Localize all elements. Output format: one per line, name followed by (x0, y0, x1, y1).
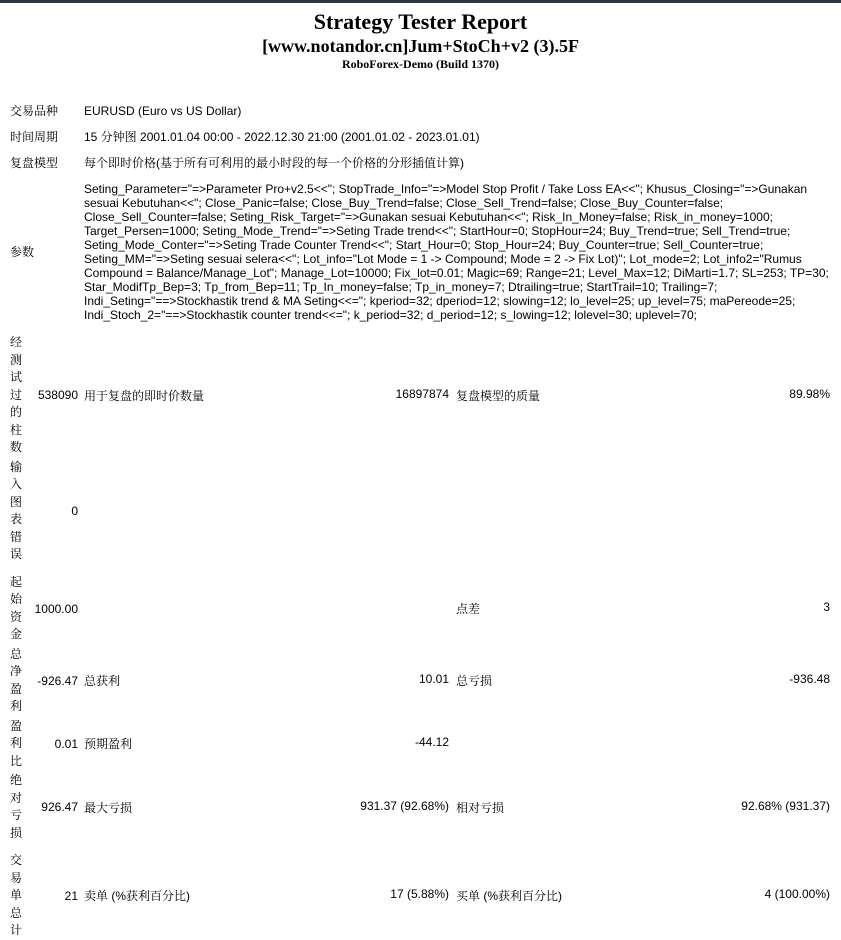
initial-deposit-value: 1000.00 (34, 601, 78, 616)
period-value: 15 分钟图 2001.01.04 00:00 - 2022.12.30 21:00 (2001.01.02 - 2023.01.01) (84, 130, 480, 144)
relative-drawdown-value: 92.68% (931.37) (741, 798, 830, 813)
parameters-label: 参数 (10, 244, 35, 259)
stat-row-profit-factor (0, 718, 841, 771)
gross-loss-label: 总亏损 (456, 674, 493, 688)
info-row-period (0, 130, 841, 145)
gross-profit-value: 10.01 (418, 672, 449, 686)
long-positions-value: 4 (100.00%) (764, 887, 830, 902)
profit-factor-label: 盈利比 (10, 718, 23, 768)
gross-loss-value: -936.48 (789, 672, 830, 686)
stat-row-absolute-drawdown (0, 772, 841, 842)
report-title: Strategy Tester Report (313, 9, 528, 34)
chart-errors-value: 0 (71, 504, 78, 518)
bars-tested-value: 538090 (37, 388, 78, 403)
report-server: RoboForex-Demo (Build 1370) (341, 57, 500, 71)
period-label: 时间周期 (10, 130, 59, 144)
maximal-drawdown-value: 931.37 (92.68%) (360, 798, 449, 813)
total-net-profit-value: -926.47 (37, 673, 78, 688)
info-row-parameters (0, 182, 841, 322)
ticks-modelled-value: 16897874 (395, 386, 449, 401)
stat-row-chart-errors (0, 459, 841, 564)
info-row-model (0, 156, 841, 171)
symbol-value: EURUSD (Euro vs US Dollar) (84, 104, 242, 118)
window-top-edge (0, 0, 841, 3)
absolute-drawdown-label: 绝对亏损 (10, 773, 23, 840)
short-positions-label: 卖单 (%获利百分比) (84, 889, 190, 904)
expected-payoff-label: 预期盈利 (84, 737, 133, 752)
chart-errors-label: 输入图表错误 (10, 459, 23, 561)
gross-profit-label: 总获利 (84, 674, 121, 688)
initial-deposit-label: 起始资金 (10, 574, 23, 641)
expected-payoff-value: -44.12 (414, 735, 449, 750)
modelling-quality-label: 复盘模型的质量 (456, 388, 541, 403)
total-trades-label: 交易单总计 (10, 853, 23, 937)
model-value: 每个即时价格(基于所有可利用的最小时段的每一个价格的分形插值计算) (84, 156, 464, 170)
info-row-symbol (0, 104, 841, 119)
long-positions-label: 买单 (%获利百分比) (456, 889, 562, 904)
stat-row-bars-tested (0, 334, 841, 457)
symbol-label: 交易品种 (10, 104, 59, 118)
spread-value: 3 (823, 600, 830, 614)
short-positions-value: 17 (5.88%) (390, 887, 449, 902)
info-table (0, 104, 841, 322)
stat-row-total-trades (0, 852, 841, 940)
relative-drawdown-label: 相对亏损 (456, 800, 505, 815)
absolute-drawdown-value: 926.47 (41, 800, 78, 814)
spread-label: 点差 (456, 602, 481, 616)
report-header (0, 9, 841, 72)
model-label: 复盘模型 (10, 156, 59, 170)
modelling-quality-value: 89.98% (789, 386, 830, 401)
bars-tested-label: 经测试过的柱数 (10, 335, 23, 454)
maximal-drawdown-label: 最大亏损 (84, 800, 133, 815)
ticks-modelled-label: 用于复盘的即时价数量 (84, 388, 205, 403)
profit-factor-value: 0.01 (54, 736, 78, 751)
stat-row-initial-deposit (0, 574, 841, 644)
total-trades-value: 21 (64, 888, 78, 903)
total-net-profit-label: 总净盈利 (10, 646, 23, 713)
parameters-value: Seting_Parameter="=>Parameter Pro+v2.5<<"; StopTrade_Info="=>Model Stop Profit / Take Loss EA<<"; Khusus_Closing="=>Gunakan sesuai Kebutuhan<<"; Close_Panic=false; Close_Buy_Trend=false; Close_Sell_Trend=false; Close_Buy_Counter=false; Close_Sell_Counter=false; Seting_Risk_Target="=>Gunakan sesuai Kebutuhan<<"; Risk_In_Money=false; Risk_in_money=1000; Target_Persen=1000; Seting_Mode_Trend="=>Seting Trade trend<<"; StartHour=0; StopHour=24; Buy_Trend=true; Sell_Trend=true; Seting_Mode_Conter="=>Seting Trade Counter Trend<<"; Start_Hour=0; Stop_Hour=24; Buy_Counter=true; Sell_Counter=true; Seting_MM="=>Seting sesuai selera<<"; Lot_info="Lot Mode = 1 -> Compound; Mode = 2 -> Fix Lot)"; Lot_mode=2; Lot_info2="Rumus Compound = Balance/Manage_Lot"; Manage_Lot=10000; Fix_lot=0.01; Magic=69; Range=21; Level_Max=12; DiMarti=1.7; SL=253; TP=30; Star_ModifTp_Bep=3; Tp_from_Bep=11; Tp_In_money=false; Tp_in_money=7; Dtrailing=true; StartTrail=10; Trailing=7; Indi_Seting="==>Stockhastik trend & MA Seting<<="; kperiod=32; dperiod=12; slowing=12; lo_level=25; up_level=75; maPereode=25; Indi_Stoch_2="==>Stockhastik counter trend<<="; k_period=32; d_period=12; s_lowing=12; lolevel=30; uplevel=70; (84, 182, 829, 322)
stat-row-total-net-profit (0, 646, 841, 716)
report-subtitle: [www.notandor.cn]Jum+StoCh+v2 (3).5F (262, 36, 579, 56)
statistics-table (0, 334, 841, 940)
